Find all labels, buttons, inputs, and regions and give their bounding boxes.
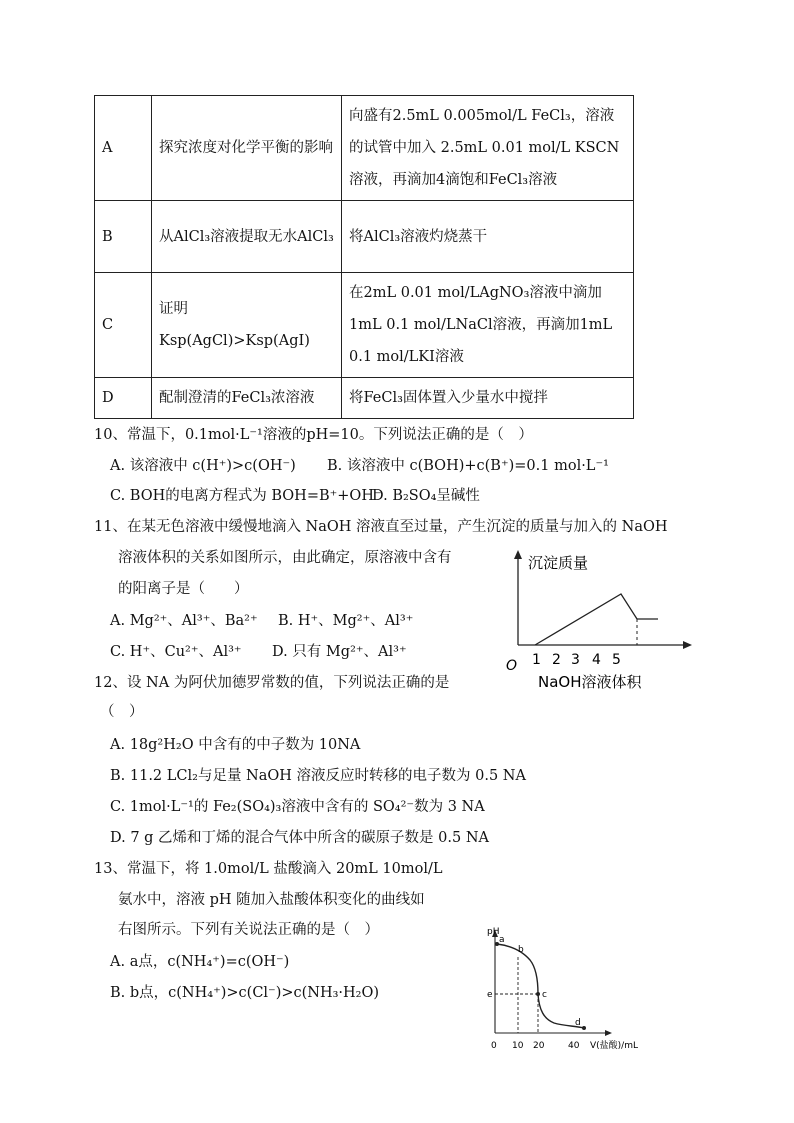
- experiment-table: [94, 95, 634, 419]
- q12-option-c: C. 1mol·L⁻¹的 Fe₂(SO₄)₃溶液中含有的 SO₄²⁻数为 3 NA: [110, 799, 485, 815]
- row-goal: 从AlCl₃溶液提取无水AlCl₃: [152, 201, 342, 273]
- x-axis-label: NaOH溶液体积: [538, 673, 642, 691]
- point-b-label: b: [518, 945, 524, 955]
- precipitate-curve: [535, 594, 637, 645]
- q10-option-d: D. B₂SO₄呈碱性: [372, 488, 480, 504]
- x-tick: 5: [612, 652, 621, 668]
- q11-stem-line3: 的阳离子是（ ）: [118, 581, 249, 597]
- q10-option-a: A. 该溶液中 c(H⁺)>c(OH⁻): [110, 458, 296, 474]
- row-label: D: [95, 378, 152, 419]
- q11-stem-line1: 11、在某无色溶液中缓慢地滴入 NaOH 溶液直至过量，产生沉淀的质量与加入的 NaOH: [94, 519, 668, 535]
- q12-option-d: D. 7 g 乙烯和丁烯的混合气体中所含的碳原子数是 0.5 NA: [110, 830, 489, 846]
- x-tick: 40: [568, 1041, 580, 1051]
- q11-stem-line2: 溶液体积的关系如图所示，由此确定，原溶液中含有: [118, 550, 452, 566]
- point-d-label: d: [575, 1018, 581, 1028]
- table-row: [95, 378, 634, 419]
- y-arrow: [514, 550, 522, 559]
- row-label: B: [95, 201, 152, 273]
- row-goal: 证明Ksp(AgCl)>Ksp(AgI): [152, 273, 342, 378]
- q13-option-b: B. b点，c(NH₄⁺)>c(Cl⁻)>c(NH₃·H₂O): [110, 985, 380, 1001]
- x-tick: 4: [592, 652, 601, 668]
- row-method: 向盛有2.5mL 0.005mol/L FeCl₃，溶液的试管中加入 2.5mL 0.01 mol/L KSCN溶液，再滴加4滴饱和FeCl₃溶液: [342, 96, 634, 201]
- q13-stem-line1: 13、常温下，将 1.0mol/L 盐酸滴入 20mL 10mol/L: [94, 861, 443, 877]
- q11-option-a: A. Mg²⁺、Al³⁺、Ba²⁺: [110, 613, 258, 629]
- table-row: [95, 273, 634, 378]
- x-axis-label: V(盐酸)/mL: [590, 1041, 638, 1051]
- x-tick: 1: [532, 652, 541, 668]
- row-label: C: [95, 273, 152, 378]
- point-e-label: e: [487, 990, 493, 1000]
- row-goal: 配制澄清的FeCl₃浓溶液: [152, 378, 342, 419]
- q13-option-a: A. a点，c(NH₄⁺)=c(OH⁻): [110, 954, 290, 970]
- q13-stem-line2: 氨水中，溶液 pH 随加入盐酸体积变化的曲线如: [118, 892, 425, 908]
- origin-label: O: [506, 658, 518, 674]
- point-a-label: a: [499, 935, 505, 945]
- q12-stem-line1: 12、设 NA 为阿伏加德罗常数的值，下列说法正确的是: [94, 675, 450, 691]
- q10-option-c: C. BOH的电离方程式为 BOH=B⁺+OH⁻: [110, 488, 382, 504]
- x-tick: 10: [512, 1041, 524, 1051]
- y-axis-label: 沉淀质量: [528, 554, 589, 572]
- y-axis-label: pH: [487, 927, 500, 937]
- q12-option-a: A. 18g²H₂O 中含有的中子数为 10NA: [110, 737, 361, 753]
- q12-stem-line2: （ ）: [100, 704, 144, 720]
- precipitate-chart: [498, 548, 698, 693]
- table-row: [95, 201, 634, 273]
- row-method: 在2mL 0.01 mol/LAgNO₃溶液中滴加1mL 0.1 mol/LNaCl溶液，再滴加1mL 0.1 mol/LKI溶液: [342, 273, 634, 378]
- q10-option-b: B. 该溶液中 c(BOH)+c(B⁺)=0.1 mol·L⁻¹: [327, 458, 609, 474]
- x-tick: 0: [491, 1041, 497, 1051]
- table-row: [95, 96, 634, 201]
- q11-option-d: D. 只有 Mg²⁺、Al³⁺: [272, 644, 407, 660]
- q11-option-c: C. H⁺、Cu²⁺、Al³⁺: [110, 644, 242, 660]
- x-arrow: [605, 1030, 612, 1036]
- q11-option-b: B. H⁺、Mg²⁺、Al³⁺: [278, 613, 414, 629]
- row-method: 将FeCl₃固体置入少量水中搅拌: [342, 378, 634, 419]
- point-d-marker: [582, 1026, 586, 1030]
- x-tick: 2: [552, 652, 561, 668]
- row-method: 将AlCl₃溶液灼烧蒸干: [342, 201, 634, 273]
- q12-option-b: B. 11.2 LCl₂与足量 NaOH 溶液反应时转移的电子数为 0.5 NA: [110, 768, 526, 784]
- x-tick: 20: [533, 1041, 545, 1051]
- ph-curve: [497, 944, 584, 1028]
- row-label: A: [95, 96, 152, 201]
- q10-stem: 10、常温下，0.1mol·L⁻¹溶液的pH=10。下列说法正确的是（ ）: [94, 427, 533, 443]
- q13-stem-line3: 右图所示。下列有关说法正确的是（ ）: [118, 922, 379, 938]
- row-goal: 探究浓度对化学平衡的影响: [152, 96, 342, 201]
- point-c-label: c: [542, 990, 547, 1000]
- x-tick: 3: [571, 652, 580, 668]
- x-arrow: [683, 641, 692, 649]
- ph-titration-chart: [478, 922, 688, 1064]
